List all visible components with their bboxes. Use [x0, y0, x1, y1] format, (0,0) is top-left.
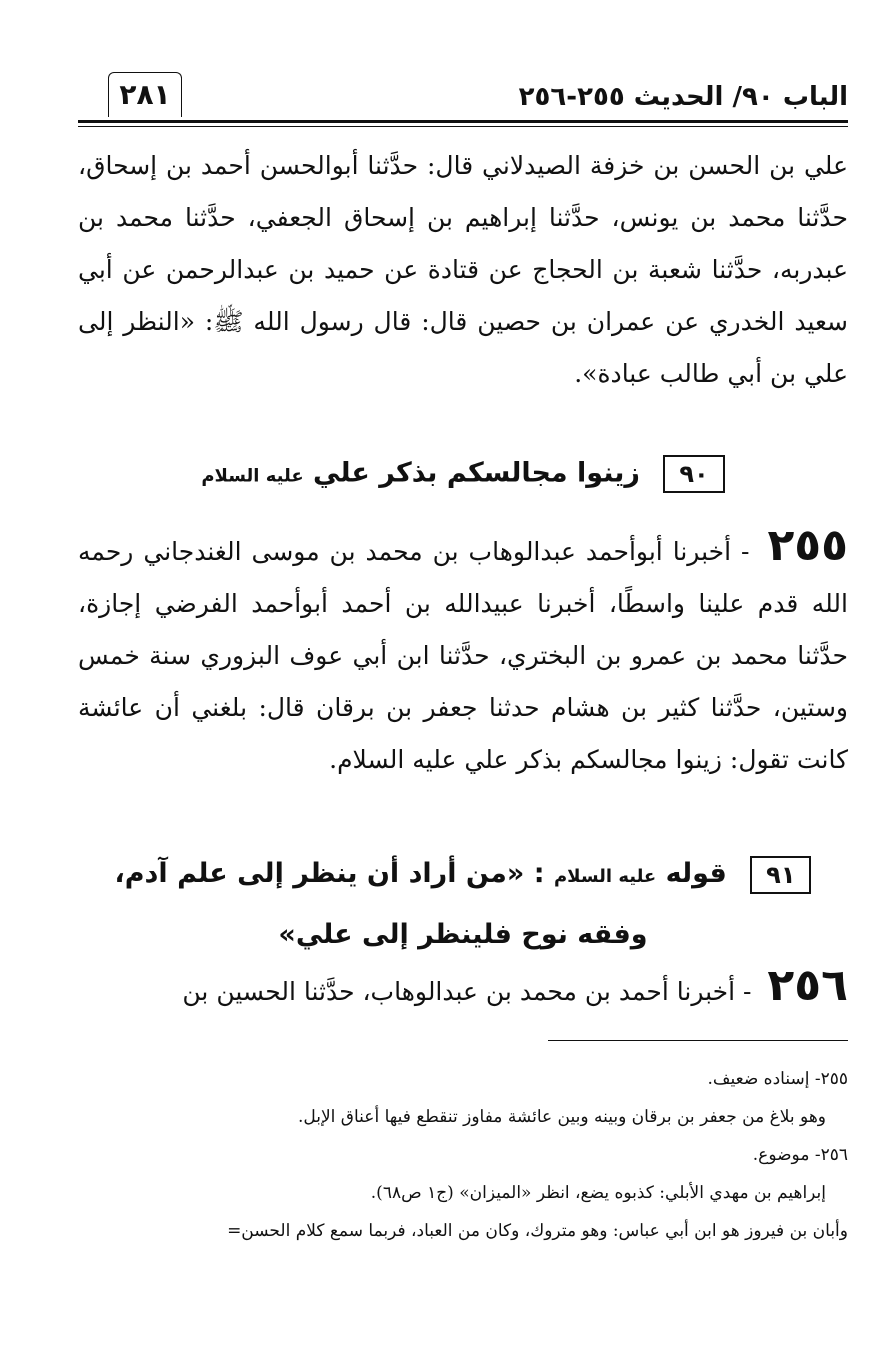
footnotes: [78, 1060, 848, 1250]
header-rule: [78, 120, 848, 123]
running-title: الباب ٩٠/ الحديث ٢٥٥-٢٥٦: [518, 82, 848, 112]
footnote-256-note-2: وأبان بن فيروز هو ابن أبي عباس: وهو متروك، وكان من العباد، فربما سمع كلام الحسن=: [227, 1221, 848, 1241]
footnote-256-note-1: إبراهيم بن مهدي الأبلي: كذبوه يضع، انظر «الميزان» (ج١ ص٦٨).: [370, 1183, 826, 1203]
footnote-separator: [548, 1040, 848, 1041]
header-rule-thin: [78, 126, 848, 127]
section-90-number: ٩٠: [663, 455, 724, 493]
hadith-254-continuation: علي بن الحسن بن خزفة الصيدلاني قال: حدَّثنا أبوالحسن أحمد بن إسحاق، حدَّثنا محمد بن يونس، حدَّثنا إبراهيم بن إسحاق الجعفي، حدَّثنا محمد بن عبدربه، حدَّثنا شعبة بن الحجاج عن قتادة عن حميد بن عبدالرحمن عن أبي سعيد الخدري عن عمران بن حصين قال: قال رسول الله ﷺ: «النظر إلى علي بن أبي طالب عبادة».: [78, 151, 848, 388]
footnote-255: ٢٥٥- إسناده ضعيف.: [707, 1069, 848, 1089]
hadith-255: [78, 520, 848, 786]
footnote-255-note: وهو بلاغ من جعفر بن برقان وبينه وبين عائشة مفاوز تنقطع فيها أعناق الإبل.: [297, 1107, 826, 1127]
hadith-256-number: ٢٥٦: [767, 960, 848, 1011]
section-91-title: : «من أراد أن ينظر إلى علم آدم، وفقه نوح فلينظر إلى علي»: [114, 858, 648, 950]
section-91-heading: [78, 845, 848, 964]
section-91-prefix: قوله: [665, 858, 727, 889]
section-91-number: ٩١: [750, 856, 811, 894]
page-header: [78, 72, 848, 126]
hadith-256: [78, 960, 848, 1018]
honorific-glyph: عليه السلام: [553, 866, 657, 887]
page-number: ٢٨١: [108, 72, 182, 117]
honorific-glyph: عليه السلام: [201, 465, 304, 487]
section-90-title: زينوا مجالسكم بذكر علي: [313, 457, 640, 489]
footnote-256: ٢٥٦- موضوع.: [752, 1145, 848, 1165]
hadith-255-text: - أخبرنا أبوأحمد عبدالوهاب بن محمد بن موسى الغندجاني رحمه الله قدم علينا واسطًا، أخبرنا عبيدالله بن أحمد أبوأحمد الفرضي إجازة، حدَّثنا محمد بن عمرو بن البختري، حدَّثنا ابن أبي عوف البزوري سنة خمس وستين، حدَّثنا كثير بن هشام حدثنا جعفر بن برقان قال: بلغني أن عائشة كانت تقول: زينوا مجالسكم بذكر علي عليه السلام.: [78, 537, 848, 774]
hadith-255-number: ٢٥٥: [767, 520, 849, 571]
hadith-256-text: - أخبرنا أحمد بن محمد بن عبدالوهاب، حدَّثنا الحسين بن: [182, 977, 752, 1006]
section-90-heading: [78, 455, 848, 493]
